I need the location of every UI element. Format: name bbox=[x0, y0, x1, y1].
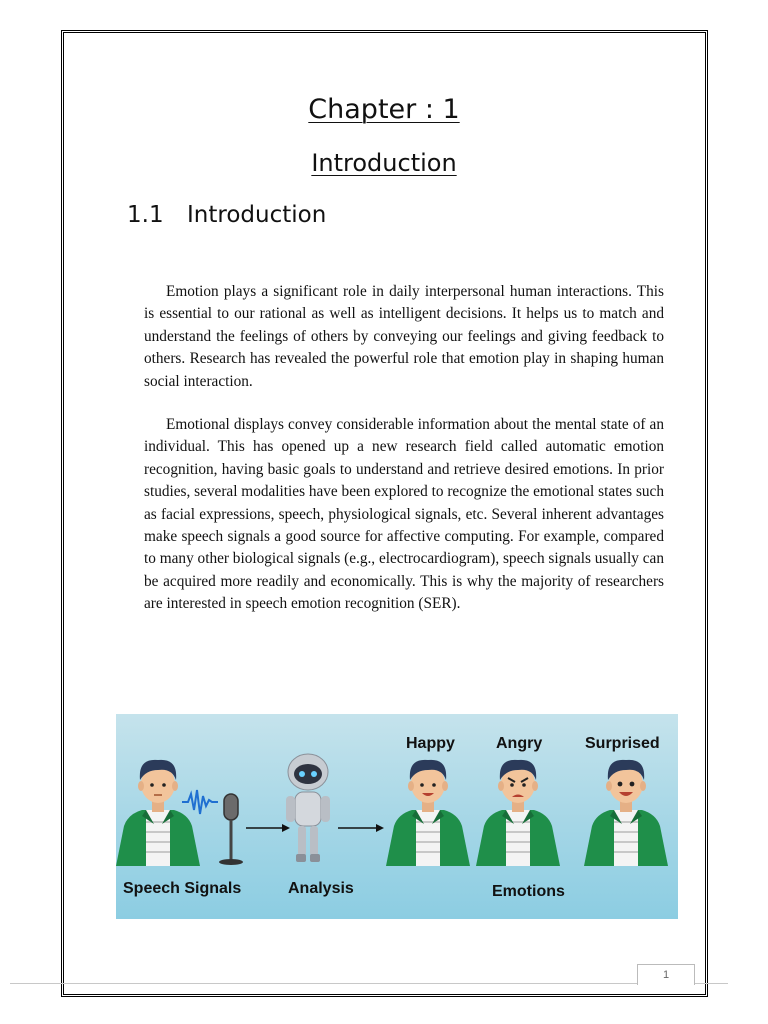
chapter-title: Chapter : 1 bbox=[308, 94, 460, 125]
footer-divider bbox=[10, 983, 728, 984]
arrow-to-emotions bbox=[338, 824, 384, 832]
paragraph: Emotion plays a significant role in daily interpersonal human interactions. This is essential to our rational as well as intelligent decisions. It helps us to match and understand the feelings of others by conveying our feelings and giving feedback to others. Research has revealed the powerful role that emotion play in shaping human social interaction. bbox=[144, 283, 664, 390]
paragraph: Emotional displays convey considerable information about the mental state of an individual. This has opened up a new research field called automatic emotion recognition, having basic goals to understand and retrieve desired emotions. In prior studies, several modalities have been explored to recognize the emotional states such as facial expressions, speech, physiological signals, etc. Several inherent advantages make speech signals a good source for affective computing. For example, compared to many other biological signals (e.g., electrocardiogram), speech signals usually can be acquired more readily and economically. This is why the majority of researchers are interested in speech emotion recognition (SER). bbox=[144, 416, 664, 613]
robot bbox=[286, 754, 330, 862]
section-number: 1.1 bbox=[127, 202, 164, 228]
label-surprised: Surprised bbox=[585, 735, 660, 752]
chapter-subtitle: Introduction bbox=[311, 149, 457, 177]
page-number: 1 bbox=[637, 964, 695, 985]
label-angry: Angry bbox=[496, 735, 543, 752]
sound-wave bbox=[182, 790, 218, 814]
surprised-person bbox=[584, 760, 668, 866]
speaker-person bbox=[116, 760, 200, 866]
ser-figure bbox=[116, 714, 678, 919]
happy-person bbox=[386, 760, 470, 866]
label-happy: Happy bbox=[406, 735, 455, 752]
angry-person bbox=[476, 760, 560, 866]
section-title: Introduction bbox=[187, 202, 327, 228]
microphone bbox=[219, 794, 243, 865]
label-speech-signals: Speech Signals bbox=[123, 880, 242, 897]
label-analysis: Analysis bbox=[288, 880, 354, 897]
arrow-to-analysis bbox=[246, 824, 290, 832]
label-emotions: Emotions bbox=[492, 883, 565, 900]
section-heading bbox=[127, 202, 326, 228]
